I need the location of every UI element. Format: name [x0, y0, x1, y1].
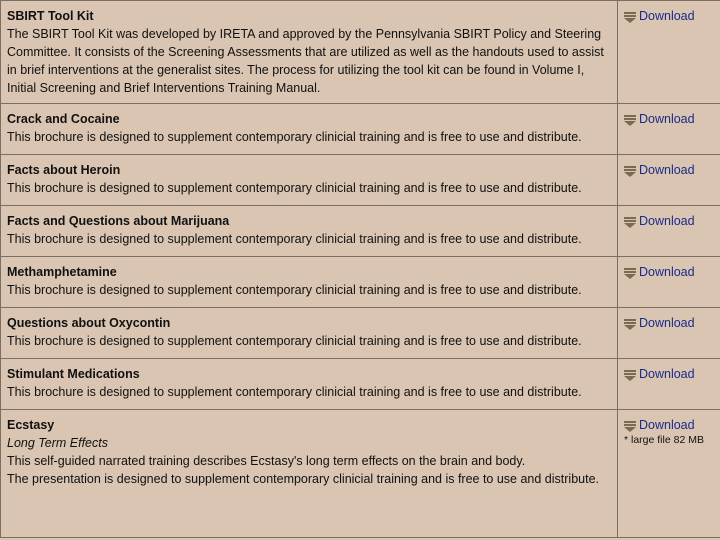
- download-arrow-icon: [624, 217, 636, 228]
- resource-title: Questions about Oxycontin: [7, 316, 171, 330]
- download-arrow-icon: [624, 268, 636, 279]
- resource-title: Stimulant Medications: [7, 367, 140, 381]
- download-link[interactable]: Download: [639, 265, 695, 279]
- download-arrow-icon: [624, 115, 636, 126]
- download-link[interactable]: Download: [639, 367, 695, 381]
- resource-description: [1, 410, 618, 538]
- download-link[interactable]: Download: [639, 214, 695, 228]
- download-arrow-icon: [624, 166, 636, 177]
- download-arrow-icon: [624, 12, 636, 23]
- resource-body: This brochure is designed to supplement contemporary clinicial training and is free to use and distribute.: [7, 283, 582, 297]
- resource-title: Facts about Heroin: [7, 163, 121, 177]
- download-cell: [618, 359, 720, 410]
- resource-description: [1, 104, 618, 155]
- resource-body-line: This self-guided narrated training describes Ecstasy's long term effects on the brain and body.: [7, 454, 526, 468]
- resource-body: This brochure is designed to supplement contemporary clinicial training and is free to use and distribute.: [7, 334, 582, 348]
- resource-body: This brochure is designed to supplement contemporary clinicial training and is free to use and distribute.: [7, 232, 582, 246]
- resource-row: [1, 257, 720, 308]
- download-cell: [618, 206, 720, 257]
- download-cell: [618, 104, 720, 155]
- resource-description: [1, 257, 618, 308]
- resource-title: Facts and Questions about Marijuana: [7, 214, 230, 228]
- download-cell: [618, 257, 720, 308]
- resource-title: Methamphetamine: [7, 265, 117, 279]
- download-link[interactable]: Download: [639, 9, 695, 23]
- resource-description: [1, 308, 618, 359]
- download-cell: [618, 155, 720, 206]
- resource-row: [1, 410, 720, 538]
- download-cell: [618, 308, 720, 359]
- download-arrow-icon: [624, 421, 636, 432]
- download-arrow-icon: [624, 370, 636, 381]
- download-arrow-icon: [624, 319, 636, 330]
- download-link[interactable]: Download: [639, 316, 695, 330]
- resource-row: [1, 104, 720, 155]
- resource-title: Ecstasy: [7, 418, 55, 432]
- resource-description: [1, 155, 618, 206]
- resource-body: This brochure is designed to supplement contemporary clinicial training and is free to use and distribute.: [7, 130, 582, 144]
- resource-body: This brochure is designed to supplement contemporary clinicial training and is free to use and distribute.: [7, 385, 582, 399]
- download-cell: [618, 1, 720, 104]
- download-cell: [618, 410, 720, 538]
- resource-title: SBIRT Tool Kit: [7, 9, 94, 23]
- resource-title: Crack and Cocaine: [7, 112, 120, 126]
- resource-row: [1, 155, 720, 206]
- resource-description: [1, 206, 618, 257]
- download-link[interactable]: Download: [639, 163, 695, 177]
- resource-body-line: The presentation is designed to supplement contemporary clinicial training and is free to use and distribute.: [7, 472, 600, 486]
- resource-description: [1, 1, 618, 104]
- resource-row: [1, 206, 720, 257]
- resource-row: [1, 308, 720, 359]
- file-size-note: * large file 82 MB: [624, 434, 704, 446]
- download-link[interactable]: Download: [639, 418, 695, 432]
- resource-subtitle: Long Term Effects: [7, 436, 108, 450]
- download-link[interactable]: Download: [639, 112, 695, 126]
- resource-row: [1, 359, 720, 410]
- resource-body: The SBIRT Tool Kit was developed by IRETA and approved by the Pennsylvania SBIRT Policy and Steering Committee. It consists of the Screening Assessments that are utilized as well as the handouts used to assist in brief interventions at the generalist sites. The process for utilizing the tool kit can be found in Volume I, Initial Screening and Brief Interventions Training Manual.: [7, 27, 604, 95]
- resource-description: [1, 359, 618, 410]
- resource-row: [1, 1, 720, 104]
- resource-body: This brochure is designed to supplement contemporary clinicial training and is free to use and distribute.: [7, 181, 582, 195]
